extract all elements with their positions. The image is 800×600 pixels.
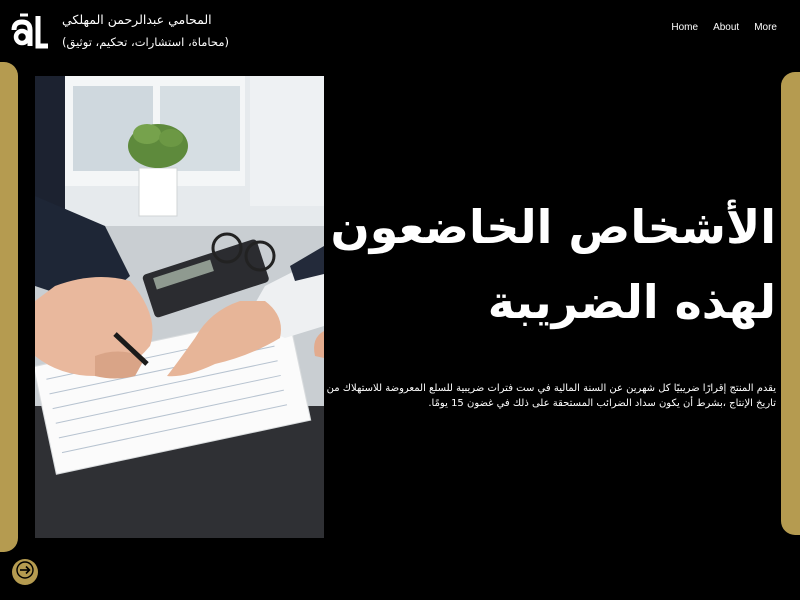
logo-tagline: (محاماة، استشارات، تحكيم، توثيق) (62, 35, 229, 49)
hero-photo (35, 76, 324, 538)
logo-text (62, 12, 258, 50)
logo-monogram-icon[interactable] (10, 12, 50, 50)
headline-line-1: الأشخاص الخاضعون (330, 200, 776, 254)
left-side-tab (0, 62, 18, 552)
next-button[interactable] (12, 559, 38, 585)
hero-headline (316, 190, 776, 340)
hero-body-text: يقدم المنتج إقرارًا ضريبيًا كل شهرين عن السنة المالية في ست فترات ضريبية للسلع المعروضة للاستهلاك من تاريخ الإنتاج ،بشرط أن يكون سداد الضرائب المستحقة على ذلك في غضون 15 يومًا. (326, 383, 776, 409)
right-side-tab (781, 72, 800, 535)
headline-line-2: لهذه الضريبة (487, 275, 776, 329)
nav-home-link[interactable]: Home (671, 22, 699, 33)
logo-name: المحامي عبدالرحمن المهلكي (62, 12, 212, 27)
nav-about-link[interactable]: About (713, 22, 740, 33)
arrow-right-icon (16, 561, 34, 583)
top-nav (671, 22, 777, 33)
nav-more-link[interactable]: More (754, 22, 777, 33)
